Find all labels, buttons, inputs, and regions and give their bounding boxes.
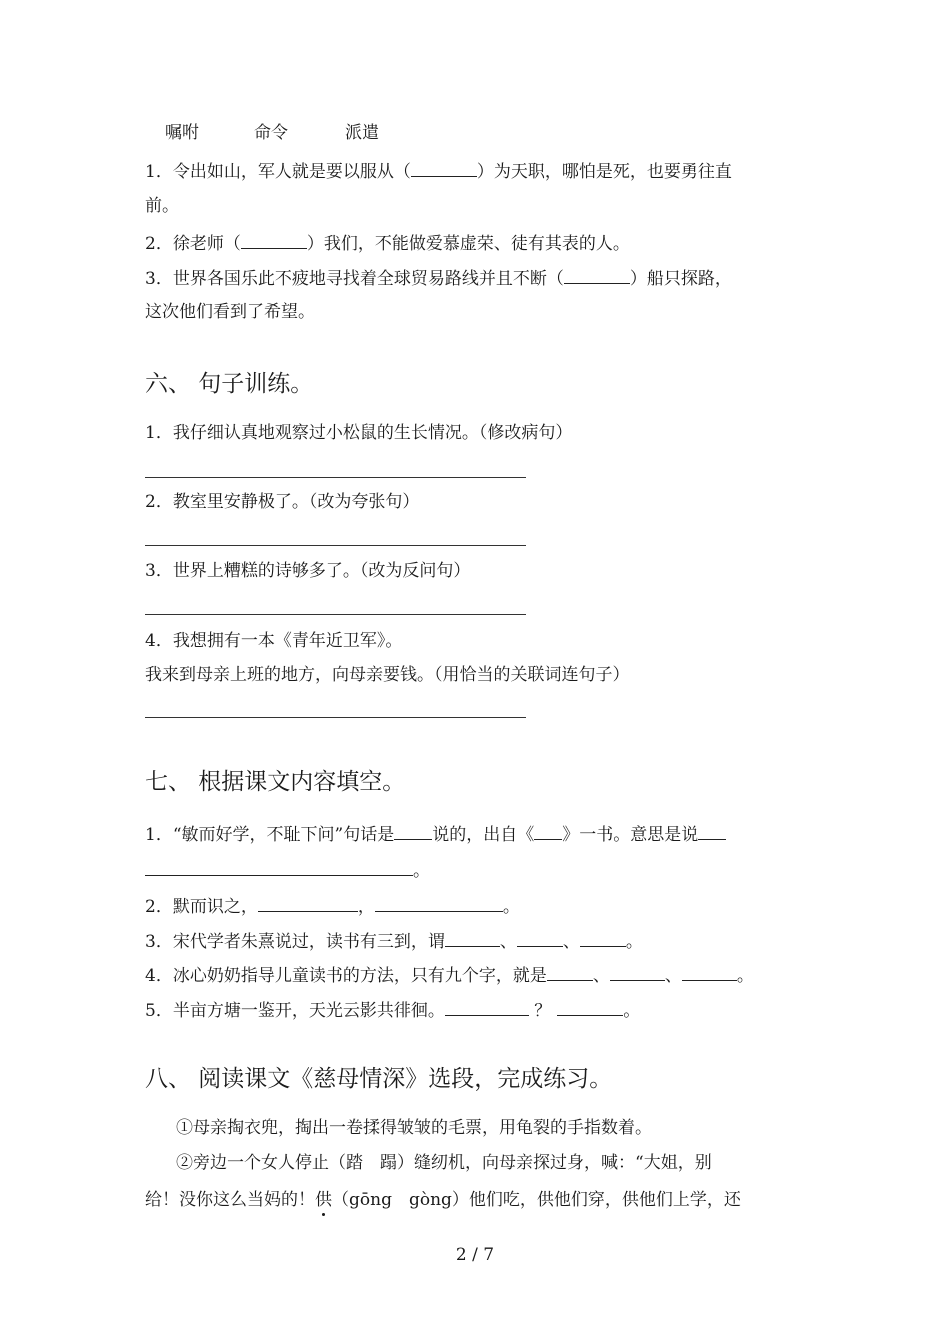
answer-line[interactable] <box>145 614 526 615</box>
sec7-question-2: 2．默而识之， ， 。 <box>145 897 520 917</box>
answer-blank[interactable] <box>411 161 477 177</box>
sec5-question-1-cont: 前。 <box>145 196 179 216</box>
answer-blank[interactable] <box>445 931 500 947</box>
sec7-question-5: 5．半亩方塘一鉴开，天光云影共徘徊。 ？ 。 <box>145 1001 641 1021</box>
answer-blank[interactable] <box>547 965 593 981</box>
sec5-question-2: 2．徐老师（ ）我们，不能做爱慕虚荣、徒有其表的人。 <box>145 234 630 254</box>
answer-blank[interactable] <box>682 965 737 981</box>
answer-blank[interactable] <box>580 931 626 947</box>
answer-line[interactable] <box>145 545 526 546</box>
emphasis-dotted-char: 供 <box>315 1190 332 1210</box>
section-8-heading: 八、 阅读课文《慈母情深》选段，完成练习。 <box>145 1066 613 1092</box>
section-6-heading: 六、 句子训练。 <box>145 371 314 397</box>
sec6-question-4-instruction: 我来到母亲上班的地方，向母亲要钱。（用恰当的关联词连句子） <box>145 665 630 685</box>
answer-blank[interactable] <box>610 965 665 981</box>
answer-blank[interactable] <box>557 1000 623 1016</box>
sec6-question-2: 2．教室里安静极了。（改为夸张句） <box>145 492 420 512</box>
answer-blank[interactable] <box>534 824 562 840</box>
word-bank <box>165 125 379 142</box>
answer-blank[interactable] <box>241 233 307 249</box>
sec7-question-1: 1．“敏而好学，不耻下问”句话是 说的，出自《 》一书。意思是说 <box>145 824 726 844</box>
reading-paragraph-2: ②旁边一个女人停止（踏 蹋）缝纫机，向母亲探过身，喊：“大姐，别 <box>176 1153 712 1173</box>
reading-paragraph-2-cont: 给！没你这么当妈的！供（gōng gòng）他们吃，供他们穿，供他们上学，还 <box>145 1190 741 1210</box>
sec5-question-3-cont: 这次他们看到了希望。 <box>145 302 315 322</box>
sec7-question-1-cont: 。 <box>145 860 430 880</box>
sec7-question-3: 3．宋代学者朱熹说过，读书有三到，谓 、 、 。 <box>145 932 643 952</box>
answer-blank[interactable] <box>517 931 563 947</box>
answer-blank[interactable] <box>394 824 432 840</box>
sec5-question-3: 3．世界各国乐此不疲地寻找着全球贸易路线并且不断（ ）船只探路， <box>145 269 732 289</box>
sec5-question-1: 1．令出如山，军人就是要以服从（ ）为天职，哪怕是死，也要勇往直 <box>145 162 732 182</box>
answer-blank[interactable] <box>145 860 413 876</box>
answer-blank[interactable] <box>258 896 358 912</box>
sec6-question-4: 4．我想拥有一本《青年近卫军》。 <box>145 631 403 651</box>
page-number: 2 / 7 <box>455 1245 495 1265</box>
sec6-question-1: 1．我仔细认真地观察过小松鼠的生长情况。（修改病句） <box>145 423 573 443</box>
word-bank-item: 嘱咐 <box>165 123 199 143</box>
reading-paragraph-1: ①母亲掏衣兜，掏出一卷揉得皱皱的毛票，用龟裂的手指数着。 <box>176 1118 652 1138</box>
word-bank-item: 派遣 <box>345 123 379 143</box>
answer-blank[interactable] <box>445 1000 529 1016</box>
answer-line[interactable] <box>145 477 526 478</box>
sec7-question-4: 4．冰心奶奶指导儿童读书的方法，只有九个字，就是 、 、 。 <box>145 966 754 986</box>
section-7-heading: 七、 根据课文内容填空。 <box>145 769 406 795</box>
sec6-question-3: 3．世界上糟糕的诗够多了。（改为反问句） <box>145 561 471 581</box>
answer-blank[interactable] <box>564 268 630 284</box>
answer-blank[interactable] <box>375 896 503 912</box>
answer-line[interactable] <box>145 717 526 718</box>
word-bank-item: 命令 <box>254 123 288 143</box>
answer-blank[interactable] <box>698 824 726 840</box>
